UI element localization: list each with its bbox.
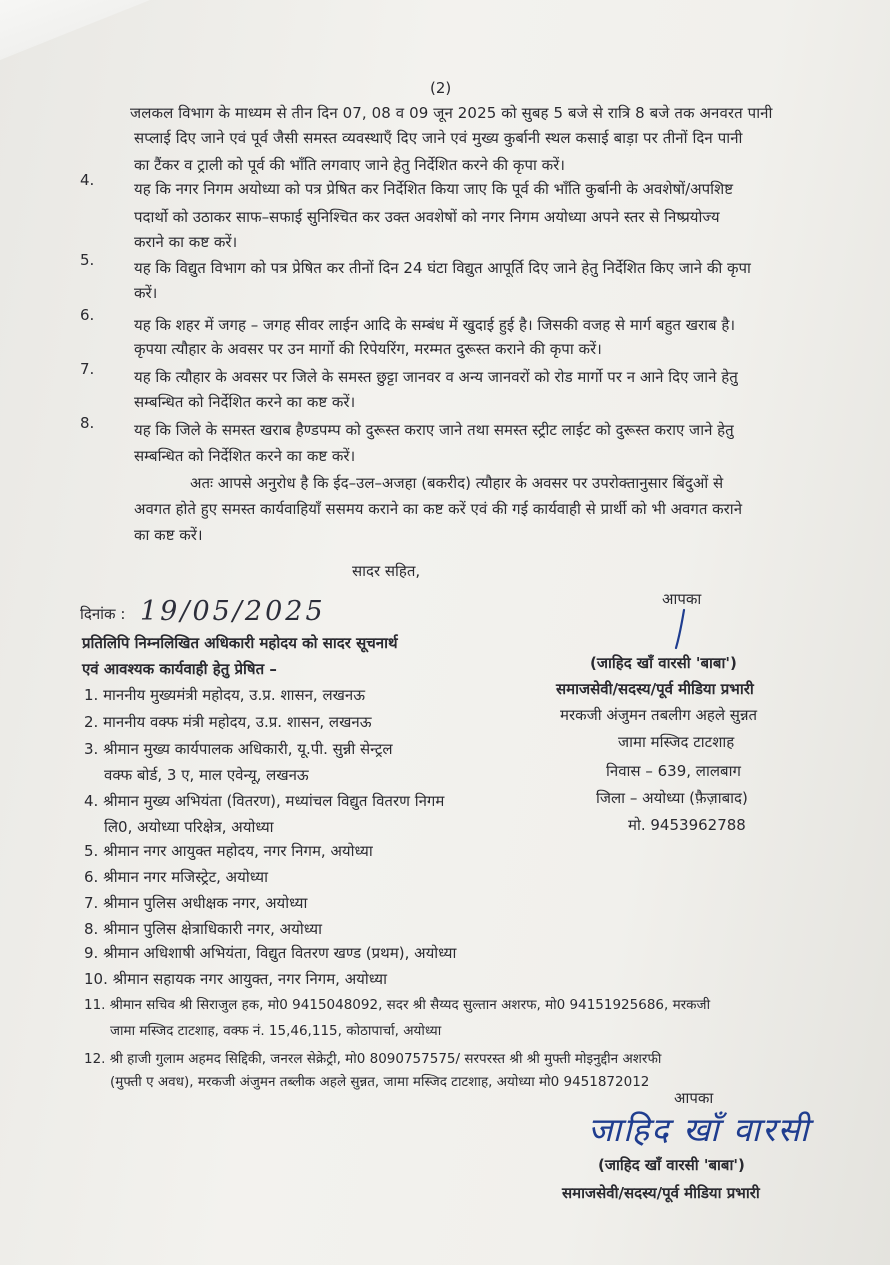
point-7-number: 7.	[80, 360, 95, 378]
footer-aapka: आपका	[674, 1089, 714, 1107]
copy-heading-line-1: प्रतिलिपि निम्नलिखित अधिकारी महोदय को सादर सूचनार्थ	[82, 634, 398, 652]
point-7-line-2: सम्बन्धित को निर्देशित करने का कष्ट करें।	[134, 393, 356, 411]
point-7-line-1: यह कि त्यौहार के अवसर पर जिले के समस्त छुट्टा जानवर व अन्य जानवरों को रोड मार्गो पर न आने दिए जाने हेतु	[134, 368, 738, 386]
date-label: दिनांक :	[80, 605, 126, 623]
point-6-line-2: कृपया त्यौहार के अवसर पर उन मार्गो की रिपेयरिंग, मरम्मत दुरूस्त कराने की कृपा करें।	[134, 340, 602, 358]
copy-item-12: 12. श्री हाजी गुलाम अहमद सिद्दिकी, जनरल सेक्रेट्री, मो0 8090757575/ सरपरस्त श्री श्री मुफ्ती मोइनुद्दीन अशरफी	[84, 1051, 662, 1067]
copy-item-1: 1. माननीय मुख्यमंत्री महोदय, उ.प्र. शासन, लखनऊ	[84, 686, 365, 704]
point-5-line-2: करें।	[134, 284, 158, 302]
sender-residence: निवास – 639, लालबाग	[606, 762, 741, 780]
intro-line-2: सप्लाई दिए जाने एवं पूर्व जैसी समस्त व्यवस्थाएँ दिए जाने एवं मुख्य कुर्बानी स्थल कसाई बाड़ा पर तीनों दिन पानी	[134, 129, 743, 147]
request-line-1: अतः आपसे अनुरोध है कि ईद–उल–अजहा (बकरीद) त्यौहार के अवसर पर उपरोक्तानुसार बिंदुओं से	[190, 474, 724, 492]
sender-aapka: आपका	[662, 590, 702, 608]
sender-designation: समाजसेवी/सदस्य/पूर्व मीडिया प्रभारी	[556, 680, 754, 698]
page-corner-fold	[0, 0, 150, 60]
point-6-line-1: यह कि शहर में जगह – जगह सीवर लाईन आदि के सम्बंध में खुदाई हुई है। जिसकी वजह से मार्ग बहुत खराब है।	[134, 316, 736, 334]
page-number: (2)	[430, 79, 452, 97]
point-8-number: 8.	[80, 414, 95, 432]
point-5-number: 5.	[80, 251, 95, 269]
copy-item-9: 9. श्रीमान अधिशाषी अभियंता, विद्युत वितरण खण्ड (प्रथम), अयोध्या	[84, 944, 457, 962]
sender-org: मरकजी अंजुमन तबलीग अहले सुन्नत	[560, 706, 758, 724]
copy-item-11-cont: जामा मस्जिद टाटशाह, वक्फ नं. 15,46,115, कोठापार्चा, अयोध्या	[110, 1023, 442, 1039]
sender-district: जिला – अयोध्या (फ़ैज़ाबाद)	[596, 789, 748, 807]
date-value: 19/05/2025	[140, 596, 326, 627]
handwritten-signature: जाहिद खाँ वारसी	[588, 1110, 811, 1149]
point-4-number: 4.	[80, 171, 95, 189]
copy-item-4-cont: लि0, अयोध्या परिक्षेत्र, अयोध्या	[104, 818, 274, 836]
point-6-number: 6.	[80, 306, 95, 324]
footer-designation: समाजसेवी/सदस्य/पूर्व मीडिया प्रभारी	[562, 1184, 760, 1202]
copy-item-11: 11. श्रीमान सचिव श्री सिराजुल हक, मो0 9415048092, सदर श्री सैय्यद सुल्तान अशरफ, मो0 94151925686, मरकजी	[84, 997, 711, 1013]
copy-item-7: 7. श्रीमान पुलिस अधीक्षक नगर, अयोध्या	[84, 894, 308, 912]
request-line-3: का कष्ट करें।	[134, 526, 203, 544]
copy-heading-line-2: एवं आवश्यक कार्यवाही हेतु प्रेषित –	[82, 660, 277, 678]
copy-item-4: 4. श्रीमान मुख्य अभियंता (वितरण), मध्यांचल विद्युत वितरण निगम	[84, 792, 445, 810]
sender-name: (जाहिद खाँ वारसी 'बाबा')	[590, 654, 737, 672]
point-5-line-1: यह कि विद्युत विभाग को पत्र प्रेषित कर तीनों दिन 24 घंटा विद्युत आपूर्ति दिए जाने हेतु निर्देशित किए जाने की कृपा	[134, 259, 751, 277]
sender-mosque: जामा मस्जिद टाटशाह	[618, 733, 735, 751]
salutation: सादर सहित,	[352, 562, 421, 580]
copy-item-2: 2. माननीय वक्फ मंत्री महोदय, उ.प्र. शासन, लखनऊ	[84, 713, 372, 731]
copy-item-8: 8. श्रीमान पुलिस क्षेत्राधिकारी नगर, अयोध्या	[84, 920, 322, 938]
point-8-line-2: सम्बन्धित को निर्देशित करने का कष्ट करें।	[134, 447, 356, 465]
intro-line-1: जलकल विभाग के माध्यम से तीन दिन 07, 08 व 09 जून 2025 को सुबह 5 बजे से रात्रि 8 बजे तक अनवरत पानी	[130, 104, 773, 122]
copy-item-3-cont: वक्फ बोर्ड, 3 ए, माल एवेन्यू, लखनऊ	[104, 766, 309, 784]
point-4-line-1: यह कि नगर निगम अयोध्या को पत्र प्रेषित कर निर्देशित किया जाए कि पूर्व की भाँति कुर्बानी के अवशेषों/अपशिष्ट	[134, 180, 733, 198]
point-4-line-2: पदार्थो को उठाकर साफ–सफाई सुनिश्चित कर उक्त अवशेषों को नगर निगम अयोध्या अपने स्तर से निष्प्रयोज्य	[134, 208, 720, 226]
copy-item-5: 5. श्रीमान नगर आयुक्त महोदय, नगर निगम, अयोध्या	[84, 842, 373, 860]
intro-line-3: का टैंकर व ट्राली को पूर्व की भाँति लगवाए जाने हेतु निर्देशित करने की कृपा करें।	[134, 156, 565, 174]
point-8-line-1: यह कि जिले के समस्त खराब हैण्डपम्प को दुरूस्त कराए जाने तथा समस्त स्ट्रीट लाईट को दुरूस्त कराए जाने हेतु	[134, 421, 734, 439]
copy-item-6: 6. श्रीमान नगर मजिस्ट्रेट, अयोध्या	[84, 868, 268, 886]
point-4-line-3: कराने का कष्ट करें।	[134, 233, 238, 251]
footer-name: (जाहिद खाँ वारसी 'बाबा')	[598, 1156, 745, 1174]
request-line-2: अवगत होते हुए समस्त कार्यवाहियाँ ससमय कराने का कष्ट करें एवं की गई कार्यवाही से प्रार्थी को भी अवगत कराने	[134, 500, 743, 518]
copy-item-3: 3. श्रीमान मुख्य कार्यपालक अधिकारी, यू.पी. सुन्नी सेन्ट्रल	[84, 740, 393, 758]
signature-initial-mark	[668, 606, 692, 652]
copy-item-10: 10. श्रीमान सहायक नगर आयुक्त, नगर निगम, अयोध्या	[84, 970, 387, 988]
copy-item-12-cont: (मुफ्ती ए अवध), मरकजी अंजुमन तब्लीक अहले सुन्नत, जामा मस्जिद टाटशाह, अयोध्या मो0 9451872012	[110, 1074, 650, 1090]
sender-mobile: मो. 9453962788	[628, 816, 746, 834]
